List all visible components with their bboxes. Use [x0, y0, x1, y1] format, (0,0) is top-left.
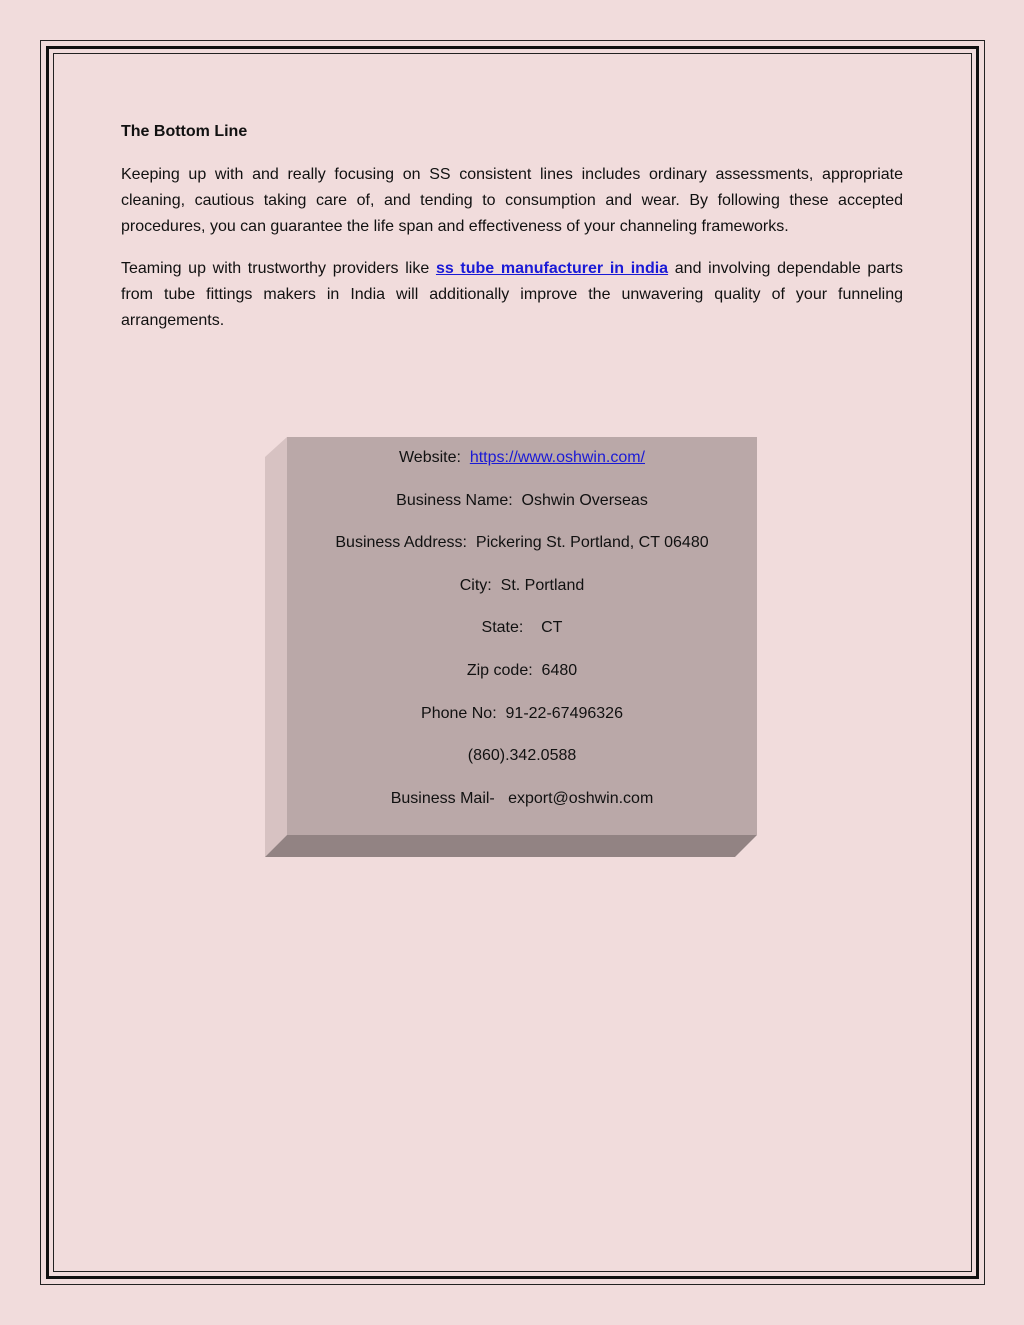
paragraph-providers: [121, 256, 903, 334]
state: State: CT: [481, 619, 563, 637]
city: City: St. Portland: [459, 576, 585, 594]
contact-info-box: [265, 437, 757, 857]
paragraph-providers-text-after: and involving dependable parts from tube fittings makers in India will additionally improve the unwavering quality of your funneling arrangements.: [121, 260, 904, 329]
business-address: Business Address: Pickering St. Portland, CT 06480: [335, 534, 709, 552]
box-left-bevel: [265, 437, 287, 857]
section-heading: The Bottom Line: [121, 123, 248, 140]
website-label: Website:: [398, 449, 470, 466]
phone-number: Phone No: 91-22-67496326: [421, 704, 623, 722]
zip-code: Zip code: 6480: [466, 661, 578, 679]
box-bottom-bevel: [265, 835, 757, 857]
business-mail: Business Mail- export@oshwin.com: [390, 789, 654, 807]
phone-number-secondary: (860).342.0588: [467, 747, 577, 765]
article-content: [121, 120, 903, 350]
website-line: [287, 445, 757, 488]
website-link[interactable]: https://www.oshwin.com/: [469, 449, 645, 466]
paragraph-maintenance: Keeping up with and really focusing on SS consistent lines includes ordinary assessments, appropriate cleaning, cautious taking care of, and tending to consumption and wear. By following these accepted procedures, you can guarantee the life span and effectiveness of your channeling frameworks.: [121, 166, 903, 235]
business-name: Business Name: Oshwin Overseas: [396, 491, 648, 509]
paragraph-providers-text-before: Teaming up with trustworthy providers like: [121, 260, 436, 277]
ss-tube-manufacturer-link[interactable]: ss tube manufacturer in india: [435, 260, 669, 277]
contact-details: [287, 437, 757, 835]
